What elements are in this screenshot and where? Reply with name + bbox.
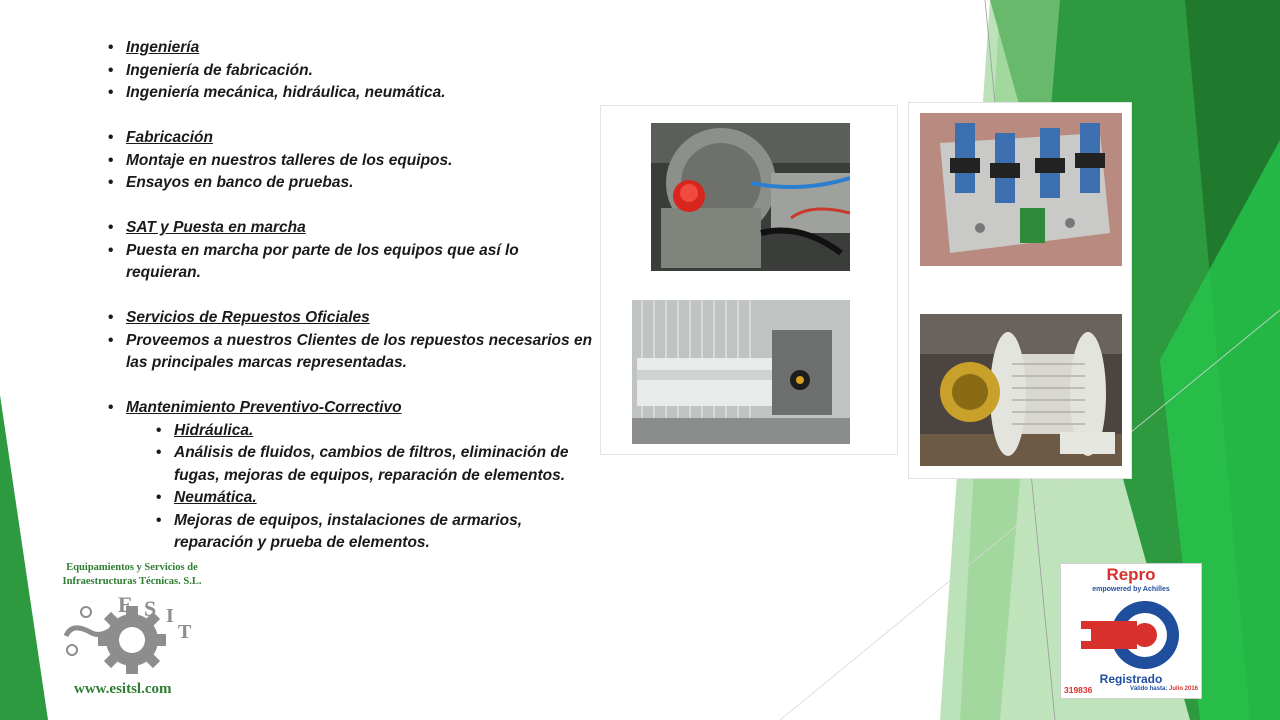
left-green-stripe bbox=[0, 395, 48, 720]
list-item: • Servicios de Repuestos Oficiales bbox=[108, 307, 598, 330]
repro-valid-date: Julio 2016 bbox=[1168, 686, 1198, 692]
repro-title: Repro bbox=[1106, 565, 1156, 584]
repro-mark-icon bbox=[1079, 595, 1183, 675]
logo-letter-e: E bbox=[118, 592, 133, 617]
list-item: • Ingeniería mecánica, hidráulica, neumática. bbox=[108, 82, 598, 105]
list-item: • Hidráulica. bbox=[156, 420, 598, 443]
repro-certification-badge bbox=[1060, 563, 1202, 699]
list-item: • Ingeniería de fabricación. bbox=[108, 60, 598, 83]
list-item: • Mantenimiento Preventivo-Correctivo bbox=[108, 397, 598, 420]
photo-winch-drum bbox=[920, 314, 1122, 466]
list-item: • Ingeniería bbox=[108, 37, 598, 60]
company-website: www.esitsl.com bbox=[74, 681, 172, 697]
company-name bbox=[62, 561, 202, 589]
logo-letter-t: T bbox=[178, 621, 192, 643]
repro-subtitle: empowered by Achilles bbox=[1092, 586, 1170, 593]
photo-hydraulic-block bbox=[920, 113, 1122, 266]
photo-pneumatic-motor bbox=[651, 123, 850, 271]
esit-gear-logo bbox=[62, 592, 202, 678]
list-item: • Proveemos a nuestros Clientes de los repuestos necesarios en las principales marcas representadas. bbox=[108, 330, 598, 375]
list-item: • SAT y Puesta en marcha bbox=[108, 217, 598, 240]
repro-number: 319836 bbox=[1064, 685, 1093, 695]
list-item: • Puesta en marcha por parte de los equipos que así lo requieran. bbox=[108, 240, 598, 285]
company-name-line-1: Equipamientos y Servicios de bbox=[66, 562, 198, 573]
repro-valid-label: Válido hasta: bbox=[1129, 686, 1168, 692]
repro-status: Registrado bbox=[1099, 672, 1163, 686]
services-bullet-list bbox=[108, 37, 598, 555]
logo-letter-s: S bbox=[144, 596, 157, 621]
list-item: • Mejoras de equipos, instalaciones de armarios, reparación y prueba de elementos. bbox=[156, 510, 598, 555]
list-item: • Fabricación bbox=[108, 127, 598, 150]
repro-validity bbox=[1130, 686, 1198, 692]
company-name-line-2: Infraestructuras Técnicas. S.L. bbox=[62, 576, 202, 587]
list-item: • Neumática. bbox=[156, 487, 598, 510]
list-item: • Montaje en nuestros talleres de los equipos. bbox=[108, 150, 598, 173]
list-item: • Análisis de fluidos, cambios de filtros, eliminación de fugas, mejoras de equipos, reparación de elementos. bbox=[156, 442, 598, 487]
list-item: • Ensayos en banco de pruebas. bbox=[108, 172, 598, 195]
logo-letter-i: I bbox=[166, 605, 174, 627]
photo-valve-terminal bbox=[632, 300, 850, 444]
